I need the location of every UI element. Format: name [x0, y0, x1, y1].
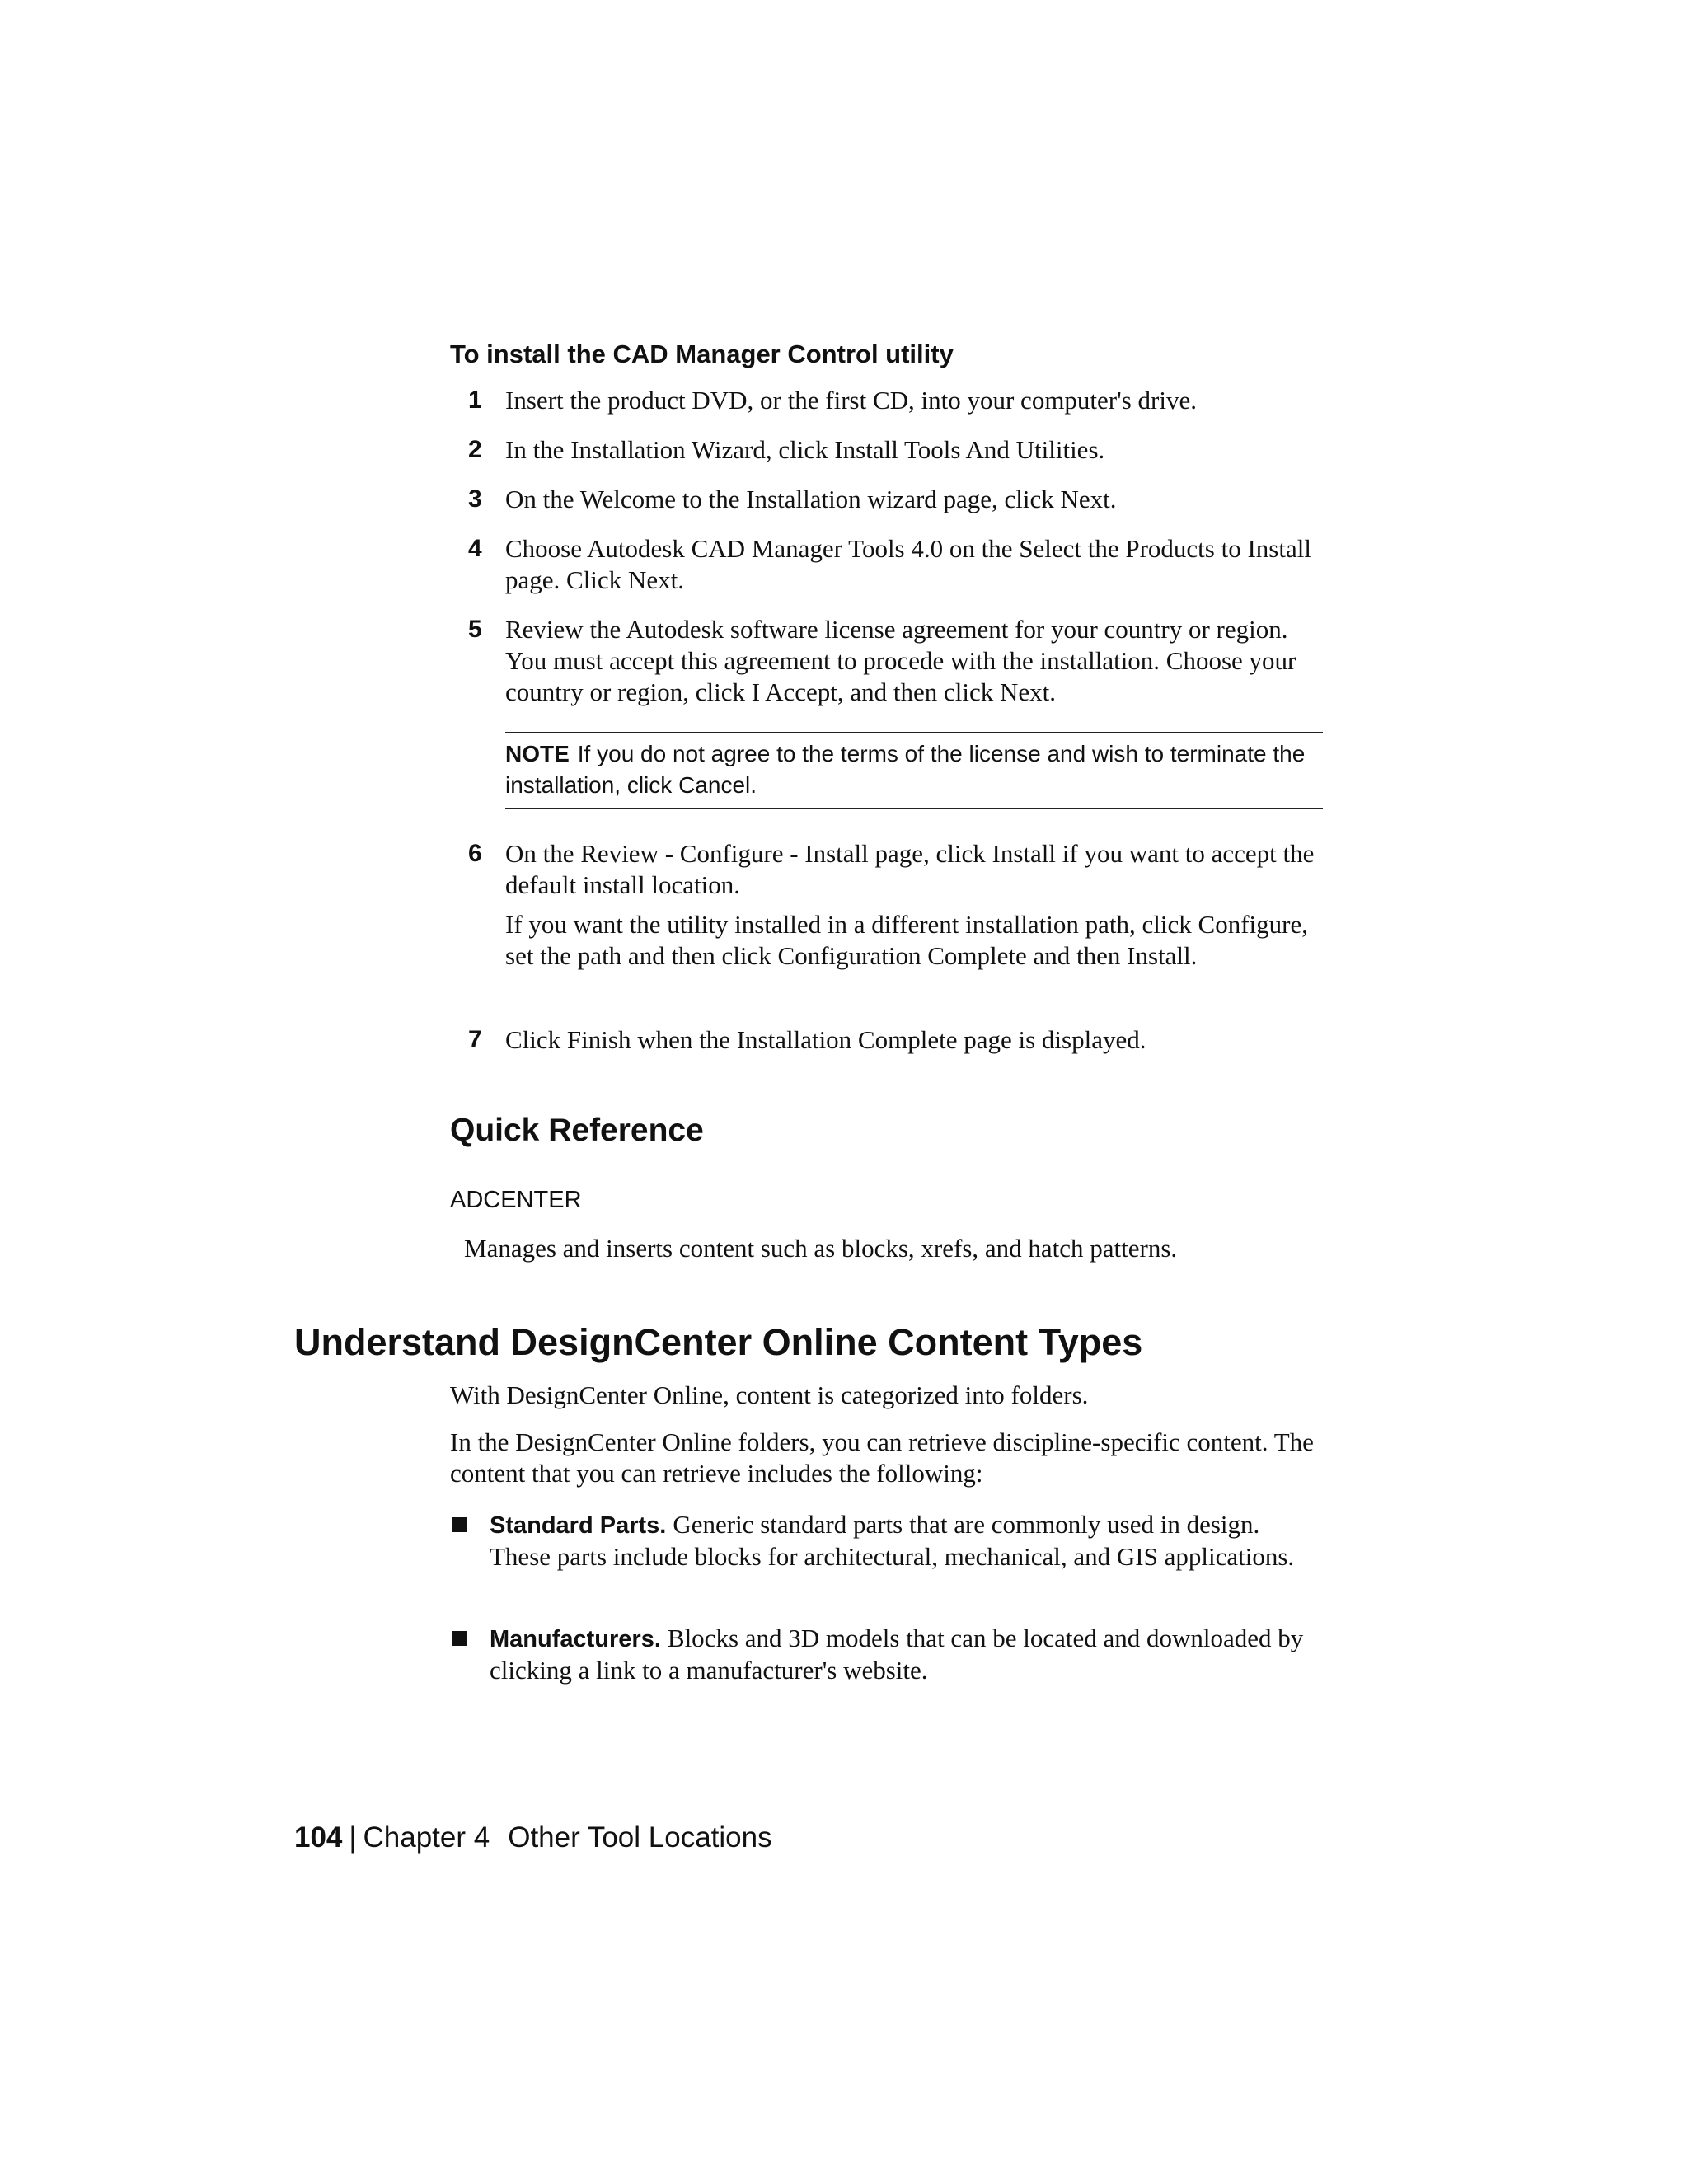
step-text: Review the Autodesk software license agreement for your country or region. You must accept this agreement to procede with the installation. Choose your country or region, click I Accept, and then click Next. — [505, 615, 1296, 706]
step-text: On the Welcome to the Installation wizard page, click Next. — [505, 485, 1117, 513]
step-5 — [450, 614, 1324, 708]
chapter-label: Chapter 4 — [363, 1821, 490, 1854]
page-footer — [294, 1821, 772, 1854]
command-name: ADCENTER — [450, 1187, 582, 1213]
step-text: Insert the product DVD, or the first CD, into your computer's drive. — [505, 386, 1197, 415]
intro-paragraph-2: In the DesignCenter Online folders, you can retrieve discipline-specific content. The content that you can retrieve includes the following: — [450, 1427, 1314, 1488]
step-1 — [450, 385, 1324, 416]
bullet-text: Blocks and 3D models that can be located and downloaded by clicking a link to a manufacturer's website. — [490, 1624, 1304, 1685]
bullet-item-standard-parts — [450, 1509, 1324, 1572]
step-4 — [450, 533, 1324, 596]
chapter-title: Other Tool Locations — [508, 1821, 772, 1854]
bullet-text: Generic standard parts that are commonly used in design. These parts include blocks for architectural, mechanical, and GIS applications. — [490, 1510, 1295, 1571]
step-text: In the Installation Wizard, click Install Tools And Utilities. — [505, 435, 1105, 464]
bullet-term: Standard Parts. — [490, 1512, 667, 1539]
page-number: 104 — [294, 1821, 343, 1854]
note-text: If you do not agree to the terms of the license and wish to terminate the installation, click Cancel. — [505, 741, 1306, 798]
square-bullet-icon — [452, 1631, 467, 1646]
step-text: Choose Autodesk CAD Manager Tools 4.0 on the Select the Products to Install page. Click Next. — [505, 534, 1311, 594]
step-text: On the Review - Configure - Install page, click Install if you want to accept the default install location. — [505, 839, 1315, 899]
step-number: 5 — [468, 616, 482, 643]
footer-separator: | — [349, 1821, 357, 1854]
step-7 — [450, 1024, 1324, 1056]
intro-paragraph: With DesignCenter Online, content is categorized into folders. — [450, 1380, 1089, 1409]
step-number: 6 — [468, 840, 482, 867]
note-label: NOTE — [505, 741, 570, 766]
step-extra-text: If you want the utility installed in a different installation path, click Configure, set the path and then click Configuration Complete and then Install. — [505, 910, 1308, 970]
step-3 — [450, 484, 1324, 515]
bullet-item-manufacturers — [450, 1623, 1324, 1686]
step-text: Click Finish when the Installation Complete page is displayed. — [505, 1025, 1146, 1054]
step-number: 2 — [468, 436, 482, 463]
quick-reference-heading: Quick Reference — [450, 1113, 704, 1148]
command-description: Manages and inserts content such as blocks, xrefs, and hatch patterns. — [464, 1234, 1178, 1263]
note-box — [505, 732, 1323, 809]
procedure-title: To install the CAD Manager Control utility — [450, 340, 954, 368]
bullet-term: Manufacturers. — [490, 1626, 661, 1652]
step-6 — [450, 838, 1324, 972]
section-heading: Understand DesignCenter Online Content Types — [294, 1321, 1143, 1363]
step-number: 3 — [468, 485, 482, 513]
step-2 — [450, 434, 1324, 466]
step-number: 7 — [468, 1026, 482, 1053]
step-number: 4 — [468, 535, 482, 562]
square-bullet-icon — [452, 1517, 467, 1532]
step-number: 1 — [468, 387, 482, 414]
